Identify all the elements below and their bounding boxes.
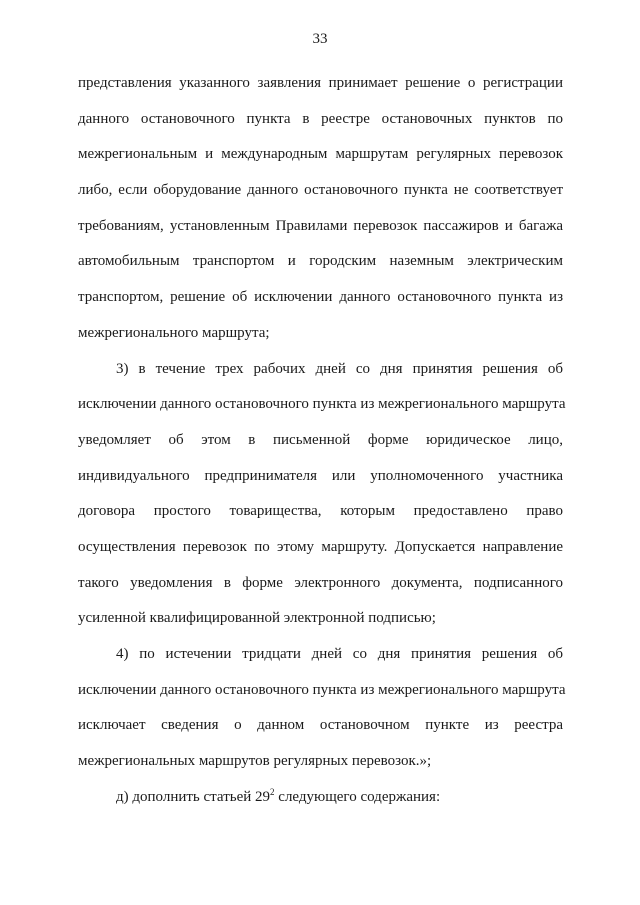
paragraph-d-line (78, 780, 563, 816)
paragraph-4-start: 4) по истечении тридцати дней со дня принятия решения об (116, 646, 563, 662)
text-line: индивидуального предпринимателя или уполномоченного участника (78, 467, 563, 484)
paragraph-d-text-end: следующего содержания: (274, 788, 441, 805)
page-number: 33 (312, 31, 328, 47)
text-line: такого уведомления в форме электронного документа, подписанного (78, 574, 563, 591)
body-text (78, 66, 566, 815)
text-line: транспортом, решение об исключении данного остановочного пункта из (78, 289, 563, 306)
paragraph-d-text: д) дополнить статьей 29 (116, 788, 271, 805)
text-line: договора простого товарищества, которым предоставлено право (78, 503, 563, 520)
text-line: исключении данного остановочного пункта из межрегионального маршрута (78, 396, 566, 413)
text-line: автомобильным транспортом и городским наземным электрическим (78, 253, 563, 270)
text-line: межрегиональных маршрутов регулярных перевозок.»; (78, 753, 432, 770)
text-line: либо, если оборудование данного остановочного пункта не соответствует (78, 182, 563, 199)
text-line: уведомляет об этом в письменной форме юридическое лицо, (78, 431, 563, 448)
article-superscript: 2 (270, 786, 275, 797)
text-line: исключает сведения о данном остановочном пункте из реестра (78, 717, 563, 734)
text-line: представления указанного заявления принимает решение о регистрации (78, 75, 563, 91)
text-line: усиленной квалифицированной электронной подписью; (78, 610, 436, 627)
text-line: требованиям, установленным Правилами перевозок пассажиров и багажа (78, 217, 563, 234)
text-line: исключении данного остановочного пункта из межрегионального маршрута (78, 681, 566, 698)
text-line: межрегионального маршрута; (78, 324, 270, 341)
paragraph-3-start: 3) в течение трех рабочих дней со дня принятия решения об (116, 360, 563, 377)
text-line: межрегиональным и международным маршрутам регулярных перевозок (78, 146, 563, 163)
text-line: данного остановочного пункта в реестре остановочных пунктов по (78, 110, 563, 127)
text-line: осуществления перевозок по этому маршруту. Допускается направление (78, 538, 563, 555)
